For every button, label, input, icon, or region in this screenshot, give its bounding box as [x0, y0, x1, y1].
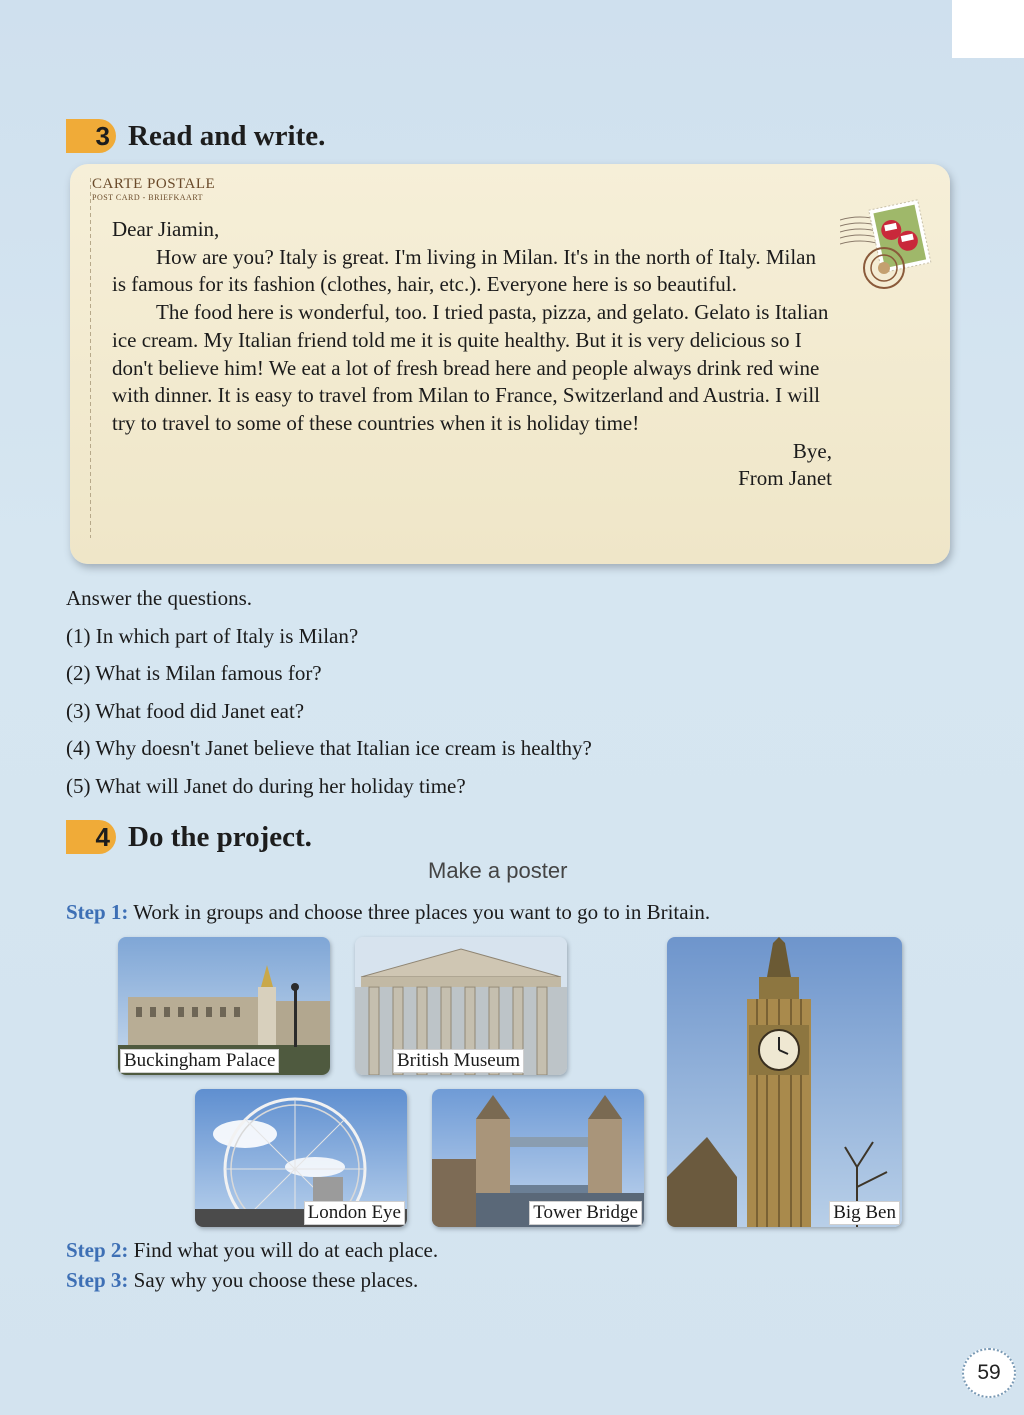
postcard-divider — [90, 178, 91, 538]
section-3-heading — [66, 118, 325, 154]
step-3-label: Step 3: — [66, 1268, 129, 1292]
big-ben-image — [667, 937, 902, 1227]
project-subtitle: Make a poster — [428, 858, 568, 883]
question-2: (2) What is Milan famous for? — [66, 661, 322, 685]
postcard-header-title: CARTE POSTALE — [92, 176, 216, 192]
step-3 — [66, 1268, 418, 1293]
step-1-label: Step 1: — [66, 900, 129, 924]
question-3: (3) What food did Janet eat? — [66, 698, 305, 723]
letter-paragraph-2: The food here is wonderful, too. I tried pasta, pizza, and gelato. Gelato is Italian ice cream. My Italian friend told me it is quite healthy. But it is very delicious so I don't believe him! We eat a lot of fresh bread here and people always drink red wine with dinner. It is easy to travel from Milan to France, Switzerland and Austria. I will try to travel to some of these countries when it is holiday time! — [112, 300, 829, 435]
caption-big-ben: Big Ben — [829, 1201, 900, 1225]
step-1-text: Work in groups and choose three places you want to go to in Britain. — [133, 900, 711, 924]
section-3-title: Read and write. — [128, 119, 326, 152]
photo-tower-bridge — [432, 1089, 644, 1227]
page-number: 59 — [962, 1348, 1016, 1398]
step-2 — [66, 1238, 438, 1263]
questions-block — [66, 580, 592, 805]
postcard — [70, 164, 950, 564]
letter-closing: Bye, — [792, 438, 832, 463]
caption-tower-bridge: Tower Bridge — [529, 1201, 642, 1225]
postcard-header — [92, 176, 215, 202]
step-2-label: Step 2: — [66, 1238, 129, 1262]
section-4-heading — [66, 819, 312, 855]
question-5: (5) What will Janet do during her holiday time? — [66, 773, 466, 798]
section-4-title: Do the project. — [128, 820, 312, 853]
photo-buckingham-palace — [118, 937, 330, 1075]
postcard-letter — [112, 216, 832, 493]
question-4: (4) Why doesn't Janet believe that Italian ice cream is healthy? — [66, 736, 592, 760]
questions-intro: Answer the questions. — [66, 586, 253, 610]
postage-stamp-icon — [840, 192, 932, 292]
step-3-text: Say why you choose these places. — [133, 1268, 419, 1292]
section-4-number: 4 — [66, 820, 116, 854]
postcard-header-sub: POST CARD - BRIEFKAART — [92, 193, 204, 202]
photo-london-eye — [195, 1089, 407, 1227]
photo-big-ben — [667, 937, 902, 1227]
question-1: (1) In which part of Italy is Milan? — [66, 623, 359, 648]
caption-buckingham-palace: Buckingham Palace — [120, 1049, 279, 1073]
letter-signature: From Janet — [738, 466, 832, 491]
caption-british-museum: British Museum — [393, 1049, 524, 1073]
caption-london-eye: London Eye — [304, 1201, 405, 1225]
section-3-number: 3 — [66, 119, 116, 153]
page-corner — [952, 0, 1024, 58]
step-2-text: Find what you will do at each place. — [133, 1238, 439, 1262]
letter-paragraph-1: How are you? Italy is great. I'm living in Milan. It's in the north of Italy. Milan is famous for its fashion (clothes, hair, etc.). Everyone here is so beautiful. — [112, 244, 816, 297]
photo-british-museum — [355, 937, 567, 1075]
step-1 — [66, 900, 710, 925]
letter-greeting: Dear Jiamin, — [112, 217, 220, 241]
